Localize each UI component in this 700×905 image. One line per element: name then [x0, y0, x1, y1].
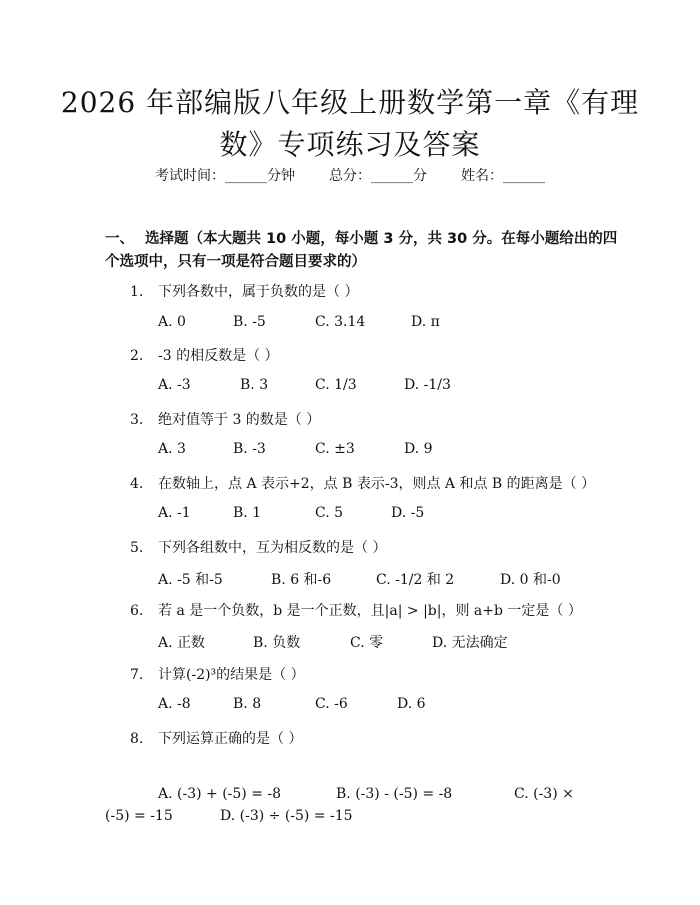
question-5 [130, 537, 386, 557]
question-text: 绝对值等于 3 的数是（ ） [158, 412, 321, 428]
option-b: B. -3 [233, 441, 266, 457]
question-3-options [158, 441, 433, 457]
title-line-1: 2026 年部编版八年级上册数学第一章《有理 [60, 86, 640, 119]
section-number: 一、 [105, 231, 134, 247]
question-number: 1. [130, 284, 144, 300]
option-b: B. (-3) - (-5) = -8 [336, 786, 453, 802]
option-c: C. -6 [315, 696, 348, 712]
option-d: D. π [411, 314, 440, 330]
question-number: 8. [130, 731, 144, 747]
option-c: C. (-3) × [514, 786, 574, 802]
question-6 [130, 600, 582, 620]
question-6-options [158, 632, 508, 652]
option-b: B. 3 [240, 377, 269, 393]
question-text: 在数轴上，点 A 表示+2，点 B 表示-3，则点 A 和点 B 的距离是（ ） [158, 476, 596, 492]
option-b: B. 6 和-6 [271, 572, 332, 588]
option-a: A. 正数 [158, 635, 206, 651]
option-b: B. -5 [233, 314, 266, 330]
option-d: D. -5 [391, 505, 425, 521]
question-5-options [158, 569, 561, 589]
question-8 [130, 728, 302, 748]
option-c: C. -1/2 和 2 [376, 572, 455, 588]
option-c-continued: (-5) = -15 [105, 808, 173, 824]
option-c: C. 1/3 [315, 377, 357, 393]
exam-meta [0, 166, 700, 186]
option-b: B. 1 [233, 505, 262, 521]
question-2-options [158, 377, 451, 393]
option-d: D. 无法确定 [432, 635, 508, 651]
question-1-options [158, 314, 440, 330]
document-title [60, 82, 640, 166]
section-text: 选择题（本大题共 10 小题，每小题 3 分，共 30 分。在每小题给出的四个选项中，只有一项是符合题目要求的） [105, 231, 618, 270]
question-2 [130, 345, 279, 365]
question-text: 下列运算正确的是（ ） [158, 731, 303, 747]
question-number: 3. [130, 412, 144, 428]
question-text: 计算(-2)³的结果是（ ） [158, 667, 305, 683]
option-d: D. 0 和-0 [500, 572, 561, 588]
question-7-options [158, 696, 426, 712]
question-8-options-line-1 [158, 786, 574, 802]
option-d: D. (-3) ÷ (-5) = -15 [220, 808, 353, 824]
option-d: D. 6 [397, 696, 426, 712]
option-a: A. -1 [158, 505, 191, 521]
option-a: A. -8 [158, 696, 191, 712]
question-3 [130, 409, 320, 429]
option-c: C. 3.14 [315, 314, 366, 330]
exam-score: 总分：______分 [329, 168, 427, 184]
question-text: 下列各组数中，互为相反数的是（ ） [158, 540, 387, 556]
question-1 [130, 281, 358, 301]
option-a: A. 0 [158, 314, 186, 330]
option-b: B. 负数 [253, 635, 301, 651]
option-a: A. 3 [158, 441, 186, 457]
question-text: 若 a 是一个负数，b 是一个正数，且|a| > |b|，则 a+b 一定是（ ） [158, 603, 582, 619]
question-number: 2. [130, 348, 144, 364]
option-a: A. (-3) + (-5) = -8 [158, 786, 282, 802]
exam-time: 考试时间：______分钟 [155, 168, 295, 184]
option-c: C. ±3 [315, 441, 355, 457]
question-8-options-line-2 [105, 808, 353, 824]
option-c: C. 5 [315, 505, 344, 521]
question-number: 6. [130, 603, 144, 619]
question-7 [130, 664, 305, 684]
question-text: -3 的相反数是（ ） [158, 348, 279, 364]
option-a: A. -5 和-5 [158, 572, 223, 588]
option-c: C. 零 [350, 635, 384, 651]
option-a: A. -3 [158, 377, 191, 393]
section-heading [105, 228, 625, 274]
question-number: 5. [130, 540, 144, 556]
question-text: 下列各数中，属于负数的是（ ） [158, 284, 359, 300]
option-b: B. 8 [233, 696, 262, 712]
question-4-options [158, 505, 424, 521]
option-d: D. -1/3 [404, 377, 451, 393]
question-4 [130, 473, 595, 493]
question-number: 4. [130, 476, 144, 492]
title-line-2: 数》专项练习及答案 [219, 128, 481, 161]
option-d: D. 9 [404, 441, 433, 457]
question-number: 7. [130, 667, 144, 683]
student-name: 姓名：______ [461, 168, 545, 184]
